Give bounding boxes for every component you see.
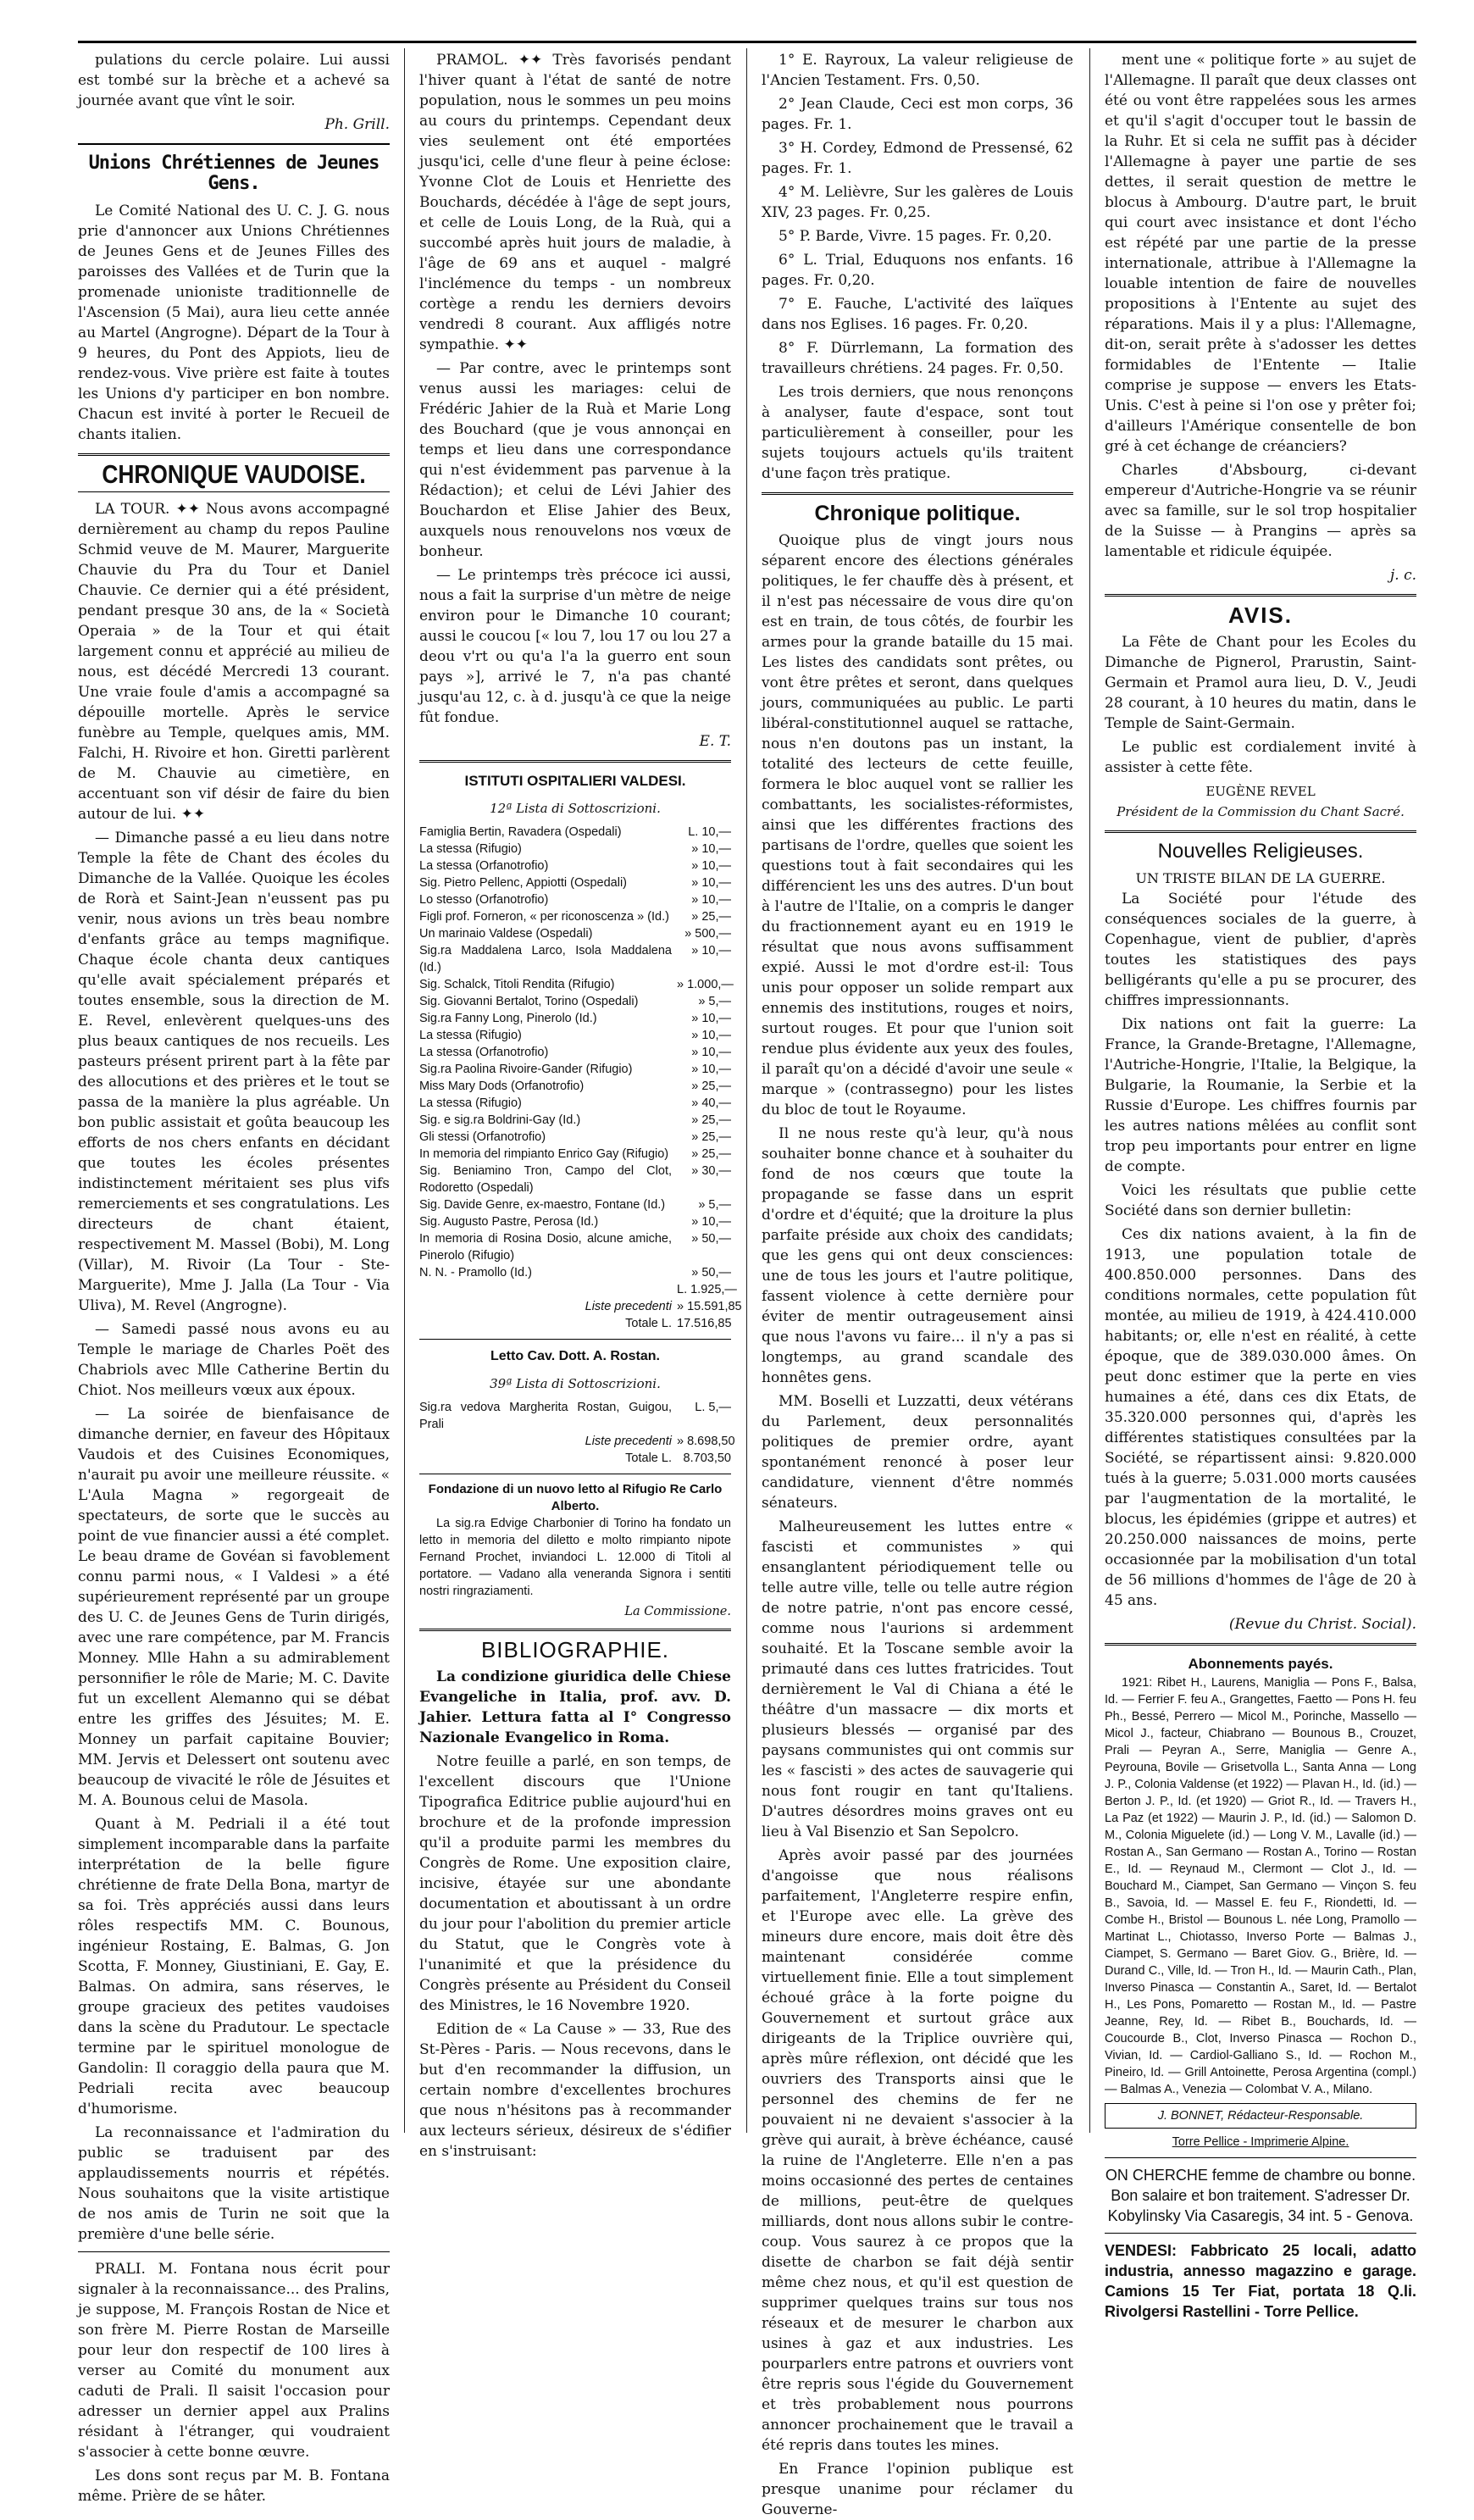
donation-row [419,1095,731,1112]
donation-label: Sig.ra Maddalena Larco, Isola Maddalena (Id.) [419,944,672,974]
donation-amount: L. 10,— [688,825,731,839]
column-rule [404,48,405,2133]
donation-amount: » 30,— [691,1164,731,1178]
pramol-signature: E. T. [699,733,731,750]
avis-paragraph: Le public est cordialement invité à assister à cette fête. [1105,739,1416,776]
nr-paragraph: Dix nations ont fait la guerre: La France, la Grande-Bretagne, l'Allemagne, l'Autriche-Hongrie, l'Italie, la Belgique, la Bulgarie, la Roumanie, la Serbie et la Russie d'Europe. Les chiffres fournis par les autres nations mêlées au conflit sont trop peu importants pour entrer en ligne de compte. [1105,1016,1416,1175]
donation-row [419,1230,731,1264]
donation-amount: » 25,— [691,1080,731,1093]
newspaper-page [78,41,1416,2518]
donation-label: Sig. e sig.ra Boldrini-Gay (Id.) [419,1113,581,1127]
column-rule [746,48,747,2133]
prali-paragraph: PRALI. M. Fontana nous écrit pour signaler à la reconnaissance... des Pralins, je suppose, M. François Rostan de Nice et son frère M. Pierre Rostan de Marseille pour leur don respectif de 100 lires à verser au Comité du monument aux caduti de Prali. Il saisit l'occasion pour adresser un dernier appel aux Pralins résidant à l'étranger, qui voudraient s'associer à cette bonne œuvre. [78,2261,390,2461]
nouvelles-religieuses-heading: Nouvelles Religieuses. [1157,840,1364,863]
donation-row [419,908,731,925]
fondazione-signature: La Commissione. [624,1605,731,1618]
cv-paragraph: La reconnaissance et l'admiration du public se traduisent par des applaudissements nourris et répétés. Nous souhaitons que la visite artistique de nos amis de Turin ne soit que la première d'une belle série. [78,2124,390,2243]
book-item: 3° H. Cordey, Edmond de Pressensé, 62 pages. Fr. 1. [762,140,1073,177]
donations-total: 17.516,85 [677,1317,732,1330]
intro-signature: Ph. Grill. [324,116,390,133]
avis-heading: AVIS. [1228,602,1293,628]
politique-continuation: ment une « politique forte » au sujet de l'Allemagne. Il paraît que deux classes ont été ou vont être rappelées sous les armes et qu'il s'agit d'occuper tout le bassin de la Ruhr. Et si cela ne suffit pas à décider l'Allemagne à payer une partie de ses dettes, il serait question de mettre le blocus à Ambourg. D'autre part, le bruit qui court avec insistance et dont l'écho est répété par une partie de la presse internationale, attribue à l'Allemagne la louable intention de faire de nouvelles propositions à l'Entente au sujet des réparations. Mais il y a plus: l'Allemagne, dit-on, serait prête à s'adosser les dettes formidables de l'Entente — Italie comprise je suppose — envers les Etats-Unis. C'est à peine si l'on ose y prêter foi; d'ailleurs l'Amérique consentelle de bon gré à cet échange de créanciers? [1105,52,1416,455]
donation-label: Gli stessi (Orfanotrofio) [419,1130,546,1144]
donations-prev-row [419,1298,742,1315]
donation-label: Sig.ra Paolina Rivoire-Gander (Rifugio) [419,1063,633,1076]
donation-row [419,1196,731,1213]
divider [78,453,390,456]
avis-signature-title: Président de la Commission du Chant Sacré. [1117,804,1405,819]
fondazione-text: La sig.ra Edvige Charbonier di Torino ha fondato un letto in memoria del diletto e molto rimpianto nipote Fernand Prochet, inviandoci L. 12.000 di Titoli al portatore. — Vadano alla veneranda Signora i sentiti nostri ringraziamenti. [419,1517,731,1598]
ucjg-text: Le Comité National des U. C. J. G. nous prie d'annoncer aux Unions Chrétiennes de Jeunes Gens et de Jeunes Filles des paroisses des Vallées et de Turin que la promenade unioniste traditionnelle de l'Ascension (5 Mai), aura lieu cette année au Martel (Angrogne). Départ de la Tour à 9 heures, du Pont des Appiots, lieu de rendez-vous. Vive prière est faite à toutes les Unions d'y participer en bon nombre. Chacun est invité à porter le Recueil de chants italien. [78,203,390,443]
nr-signature: (Revue du Christ. Social). [1228,1616,1416,1633]
donation-amount: » 50,— [691,1232,731,1246]
donation-amount: » 50,— [691,1266,731,1279]
donation-amount: » 500,— [684,927,731,941]
charles-signature: j. c. [1389,567,1416,584]
divider [1105,2233,1416,2234]
books-list [762,50,1073,379]
donations-total-row [419,1315,731,1332]
rostan-total: 8.703,50 [683,1451,731,1465]
divider [762,492,1073,495]
rostan-row [419,1399,731,1433]
divider [1105,594,1416,597]
donation-row [419,942,731,976]
divider [419,1629,731,1631]
rostan-prev: » 8.698,50 [677,1435,735,1448]
bib-paragraph: Notre feuille a parlé, en son temps, de l'excellent discours que l'Unione Tipografica Editrice publie aujourd'hui en brochure et de la profonde impression qu'il a produite parmi les membres du Congrès de Rome. Une exposition claire, incisive, étayée sur une abondante documentation et aboutissant à un ordre du jour pour l'abolition du premier article du Statut, que le Congrès vote à l'unanimité et que la présidence du Congrès présente au Président du Conseil des Ministres, le 16 Novembre 1920. [419,1753,731,2014]
column-2 [419,50,742,2160]
book-item: 6° L. Trial, Eduquons nos enfants. 16 pages. Fr. 0,20. [762,252,1073,289]
rostan-item: Sig.ra vedova Margherita Rostan, Guigou, Prali [419,1401,672,1431]
divider [419,1339,731,1340]
donation-label: La stessa (Rifugio) [419,1096,522,1110]
cv-paragraph: — Samedi passé nous avons eu au Temple le mariage de Charles Poët des Chabriols avec Mlle Catherine Bertin du Chiot. Nos meilleurs vœux aux époux. [78,1321,390,1399]
donation-row [419,993,731,1010]
cv-paragraph: — Dimanche passé a eu lieu dans notre Temple la fête de Chant des écoles du Dimanche de la Vallée. Quoique les écoles de Rorà et Saint-Jean n'eussent pas pu venir, nous avions un très beau nombre d'enfants grâce au temps magnifique. Chaque école chanta deux cantiques qu'elle avait spécialement préparés et toutes ensemble, sous la direction de M. E. Revel, enlevèrent quelques-uns des plus beaux cantiques de nos recueils. Les pasteurs présent prirent part à la fête par des allocutions et des prières et le tout se passa de la manière la plus agréable. Un bon public assistait et goûta beaucoup les efforts de nos chers enfants en décidant que toutes les écoles présentes indistinctement méritaient ses plus vifs remerciements et ses congratulations. Les directeurs de chant étaient, respectivement M. Massel (Bobi), M. Long (Villar), M. Rivoir (La Tour - Ste-Marguerite), Mme J. Jalla (La Tour - Via Uliva), M. Revel (Angrogne). [78,830,390,1314]
donation-row [419,874,731,891]
abonnements-heading: Abonnements payés. [1188,1656,1333,1672]
bib-book: La condizione giuridica delle Chiese Evangeliche in Italia, prof. avv. D. Jahier. Lettura fatta al I° Congresso Nazionale Evangelico in Roma. [419,1668,731,1746]
donation-amount: » 25,— [691,910,731,924]
rostan-prev-label: Liste precedenti [585,1435,672,1448]
donation-row [419,925,731,942]
donation-label: La stessa (Rifugio) [419,1029,522,1042]
donations-prev-label: Liste precedenti [585,1300,672,1313]
donation-label: Sig. Augusto Pastre, Perosa (Id.) [419,1215,599,1229]
donation-amount: » 10,— [691,1063,731,1076]
book-item: 4° M. Lelièvre, Sur les galères de Louis XIV, 23 pages. Fr. 0,25. [762,184,1073,221]
donation-label: Miss Mary Dods (Orfanotrofio) [419,1080,585,1093]
column-rule [1089,48,1090,2133]
donation-label: Un marinaio Valdese (Ospedali) [419,927,593,941]
donation-amount: » 10,— [691,859,731,873]
donations-prev: » 15.591,85 [677,1300,742,1313]
istituti-subheading: 12ª Lista di Sottoscrizioni. [490,801,661,816]
pramol-paragraph: — Par contre, avec le printemps sont venus aussi les mariages: celui de Frédéric Jahier de la Ruà et Marie Long des Bouchard (que je vous annonçai en temps et lieu dans une correspondance qui n'est évidemment pas parvenue à la Rédaction); et celui de Lévi Jahier des Bouchardon et Elise Jahier des Beux, auxquels nous renouvelons nos vœux de bonheur. [419,360,731,560]
nr-paragraph: Ces dix nations avaient, à la fin de 1913, une population totale de 400.850.000 personnes. Dans des conditions normales, cette population fût montée, au milieu de 1919, à 424.410.000 habitants; or, elle n'est en réalité, à cette époque, que de 389.030.000 âmes. On peut donc estimer que la perte en vies humaines a été, dans ces dix Etats, de 35.320.000 personnes qui, d'après les différentes statistiques consultées par la Société, se répartissent ainsi: 9.820.000 tués à la guerre; 5.031.000 morts causées par l'augmentation de la mortalité, le blocus, les épidémies (grippe et autres) et 20.250.000 naissances de moins, perte occasionnée par la mobilisation d'un total de 56 millions d'hommes de l'âge de 20 à 45 ans. [1105,1226,1416,1609]
rostan-subheading: 39ª Lista di Sottoscrizioni. [490,1376,661,1391]
donation-label: Sig. Giovanni Bertalot, Torino (Ospedali) [419,995,639,1008]
cp-paragraph: Il ne nous reste qu'à leur, qu'à nous souhaiter bonne chance et à souhaiter du fond de nos cœurs que toute la propagande se fasse dans un esprit d'ordre et d'équité; que la droiture la plus parfaite préside aux choix des candidats; que les gens qui ont deux consciences: une de tous les jours et l'autre politique, fassent violence à cette dernière pour éviter de mentir outrageusement ainsi que nous l'avons vu faire... il n'y a pas si longtemps, au grand scandale des honnêtes gens. [762,1125,1073,1386]
donation-row [419,1044,731,1061]
donations-list [419,824,734,1281]
bibliographie-heading: BIBLIOGRAPHIE. [480,1637,670,1662]
donation-row [419,1264,731,1281]
intro-text: pulations du cercle polaire. Lui aussi est tombé sur la brèche et a achevé sa journée avant que vînt le soir. [78,52,390,109]
donation-label: Sig.ra Fanny Long, Pinerolo (Id.) [419,1012,597,1025]
donation-label: In memoria di Rosina Dosio, alcune amiche, Pinerolo (Rifugio) [419,1232,672,1263]
avis-signature-name: EUGÈNE REVEL [1205,784,1316,799]
donation-row [419,1163,731,1196]
donation-amount: » 40,— [691,1096,731,1110]
donation-row [419,891,731,908]
books-end: Les trois derniers, que nous renonçons à analyser, faute d'espace, sont tout particulièrement à conseiller, pour les sujets toujours actuels qu'ils traitent d'une façon très pratique. [762,384,1073,482]
rostan-heading: Letto Cav. Dott. A. Rostan. [490,1349,660,1363]
book-item: 8° F. Dürrlemann, La formation des travailleurs chrétiens. 24 pages. Fr. 0,50. [762,340,1073,377]
pramol-paragraph: PRAMOL. ✦✦ Très favorisés pendant l'hiver quant à l'état de santé de notre population, nous le sommes un peu moins au cours du printemps. Cependant deux vies seulement ont été emportées jusqu'ici, celle d'une fleur à peine éclose: Yvonne Clot de Louis et Henriette des Bouchards, décédée à l'âge de sept jours, et celle de Louis Long, de la Ruà, qui a succombé après huit jours de maladie, à l'âge de 69 ans et auquel - malgré l'inclémence du temps - un nombreux cortège a rendu les derniers devoirs vendredi 8 courant. Aux affligés notre sympathie. ✦✦ [419,52,731,353]
cp-paragraph: Quoique plus de vingt jours nous séparent encore des élections générales politiques, le fer chauffe dès à présent, et il n'est pas nécessaire de vous dire qu'on est en train, de tous côtés, de fourbir les armes pour la grande bataille du 15 mai. Les listes des candidats sont prêtes, ou vont être prêtes et seront, dans quelques jours, communiquées au public. Le parti libéral-constitutionnel auquel se rattache, nous n'en doutons pas un instant, la totalité des lecteurs de cette feuille, formera le bloc auquel vont se rallier les combattants, les socialistes-réformistes, ainsi que les différentes fractions des partisans de l'ordre, quelles que soient les questions tout à fait secondaires qui les différencient les uns des autres. D'un bout à l'autre de l'Italie, on a compris le danger du fractionnement ayant eu en 1919 le résultat que nous avons suffisamment expié. Aussi le mot d'ordre est-il: Tous unis pour opposer un solide rempart aux ennemis des institutions, rouges et noirs, surtout rouges. Et pour que l'union soit rendue plus évidente aux yeux des foules, il paraît qu'on a décidé d'avoir une seule « marque » (contrassegno) pour les listes du bloc de tout le Royaume. [762,532,1073,1118]
donation-row [419,1010,731,1027]
divider [419,760,731,763]
donation-row [419,1061,731,1078]
bib-paragraph: Edition de « La Cause » — 33, Rue des St-Pères - Paris. — Nous recevons, dans le but d'en recommander la diffusion, un certain nombre d'excellentes brochures que nous n'hésitons pas à recommander aux lecteurs sérieux, désireux de s'édifier en s'instruisant: [419,2021,731,2160]
redacteur-box: J. BONNET, Rédacteur-Responsable. [1105,2103,1416,2129]
book-item: 2° Jean Claude, Ceci est mon corps, 36 pages. Fr. 1. [762,96,1073,133]
donation-row [419,858,731,874]
ad-vendesi: VENDESI: Fabbricato 25 locali, adatto industria, annesso magazzino e garage. Camions 15 Ter Fiat, portata 18 Q.li. Rivolgersi Rastellini - Torre Pellice. [1105,2242,1416,2320]
prali-end: Les dons sont reçus par M. B. Fontana même. Prière de se hâter. [78,2467,390,2505]
rostan-amount: L. 5,— [695,1401,731,1414]
divider [1105,1643,1416,1646]
donation-label: La stessa (Rifugio) [419,842,522,856]
donation-label: Sig. Pietro Pellenc, Appiotti (Ospedali) [419,876,628,890]
pramol-paragraph: — Le printemps très précoce ici aussi, nous a fait la surprise d'un mètre de neige environ pour le Dimanche 10 courant; aussi le coucou [« lou 7, lou 17 ou lou 27 a deou v'rt ou qu'a l'a la guerro ent soun pays »], arrivé le 7, n'a pas chanté jusqu'au 12, c. à d. jusqu'à ce que la neige fût fondue. [419,567,732,726]
donation-amount: » 25,— [691,1130,731,1144]
donation-amount: » 25,— [691,1147,731,1161]
donation-row [419,976,734,993]
cv-paragraph: — La soirée de bienfaisance de dimanche dernier, en faveur des Hôpitaux Vaudois et des Cuisines Economiques, n'aurait pu avoir une meilleure réussite. « L'Aula Magna » regorgeait de spectateurs, de sorte que le succès au point de vue financier aussi a été complet. Le beau drame de Govéan si favoblement connu parmi nous, « I Valdesi » a été supérieurement représenté par un groupe des U. C. de Jeunes Gens de Turin dirigés, avec une rare compétence, par M. Francis Monney. Mlle Hahn a su admirablement personnifier le rôle de Marie; M. C. Davite fut un excellent Alemanno qui se débat entre les griffes des Jésuites; M. E. Monney un parfait capitaine Bouvier; MM. Jervis et Delessert ont soutenu avec beaucoup de vivacité le rôle de Jésuites et M. A. Bounous celui de Masola. [78,1406,390,1809]
donation-label: La stessa (Orfanotrofio) [419,1046,549,1059]
column-1 [78,50,390,2505]
divider [78,491,390,492]
divider [78,2251,390,2252]
rostan-total-row [419,1450,731,1467]
donation-amount: » 10,— [691,1029,731,1042]
rostan-total-label: Totale L. [625,1451,672,1465]
column-3 [762,50,1073,2518]
donation-label: In memoria del rimpianto Enrico Gay (Rifugio) [419,1147,669,1161]
charles-paragraph: Charles d'Absbourg, ci-devant empereur d'Autriche-Hongrie va se réunir avec sa famille, sur le sol trop hospitalier de la Suisse — à Prangins — après sa lamentable et ridicule équipée. [1105,462,1416,560]
ad-on-cherche: ON CHERCHE femme de chambre ou bonne. Bon salaire et bon traitement. S'adresser Dr. Kobylinsky Via Casaregis, 34 int. 5 - Genova. [1105,2167,1416,2224]
donations-total-label: Totale L. [625,1317,672,1330]
ucjg-heading: Unions Chrétiennes de Jeunes Gens. [88,153,380,194]
donation-row [419,1129,731,1146]
column-4 [1105,50,1416,2320]
cv-paragraph: Quant à M. Pedriali il a été tout simplement incomparable dans la parfaite interprétation de la belle figure chrétienne de frate Della Bona, martyr de sa foi. Très appréciés aussi dans leurs rôles respectifs MM. C. Bounous, ingénieur Rostaing, E. Balmas, G. Jon Scotta, F. Monney, Giustiniani, E. Gay, E. Balmas. On admira, sans réserves, le groupe gracieux des petites vaudoises dans la scène du Pradutour. Le spectacle termine par le spirituel monologue de Gandolin: Il coraggio della paura que M. Pedriali recita avec beaucoup d'humorisme. [78,1816,390,2118]
donation-amount: » 10,— [691,1215,731,1229]
avis-paragraph: La Fête de Chant pour les Ecoles du Dimanche de Pignerol, Prarustin, Saint-Germain et Pramol aura lieu, D. V., Jeudi 28 courant, à 10 heures du matin, dans le Temple de Saint-Germain. [1105,634,1416,732]
donation-row [419,1146,731,1163]
donation-label: N. N. - Pramollo (Id.) [419,1266,532,1279]
cp-paragraph: Malheureusement les luttes entre « fascisti et communistes » qui ensanglantent périodiquement telle ou telle autre ville, telle ou telle autre région de notre patrie, n'ont pas encore cessé, comme nous l'aurions si ardemment souhaité. Et la Toscane semble avoir la primauté dans ces luttes fratricides. Tout dernièrement le Val di Chiana a été le théâtre d'un massacre — dix morts et plusieurs blessés — organisé par des paysans communistes qui ont commis sur les « fascisti » des actes de sauvagerie qui nous font rougir en tant qu'Italiens. D'autres désordres moins graves ont eu lieu à Val Bisenzio et San Sepolcro. [762,1518,1073,1840]
cv-paragraph: LA TOUR. ✦✦ Nous avons accompagné dernièrement au champ du repos Pauline Schmid veuve de M. Maurer, Marguerite Chauvie du Pra du Tour et Daniel Chauvie. Ce dernier qui a été président, pendant presque 30 ans, de la « Società Operaia » de la Tour et qui était largement connu et apprécié au milieu de nous, est décédé Mercredi 13 courant. Une vraie foule d'amis a accompagné sa dépouille mortelle. Après le service funèbre au Temple, quelques amis, MM. Falchi, H. Rivoire et hon. Giretti parlèrent de M. Chauvie au cimetière, en accentuant son vif désir de faire du bien autour de lui. ✦✦ [78,501,390,823]
donation-label: Sig. Schalck, Titoli Rendita (Rifugio) [419,978,615,991]
donation-row [419,841,731,858]
nr-paragraph: La Société pour l'étude des conséquences sociales de la guerre, à Copenhague, vient de publier, d'après toutes les statistiques des pays belligérants qu'elle a pu se procurer, des chiffres impressionnants. [1105,891,1416,1009]
divider [1105,2157,1416,2158]
book-item: 5° P. Barde, Vivre. 15 pages. Fr. 0,20. [779,228,1052,245]
imprimerie-line: Torre Pellice - Imprimerie Alpine. [1172,2135,1349,2149]
donation-label: La stessa (Orfanotrofio) [419,859,549,873]
donation-label: Lo stesso (Orfanotrofio) [419,893,549,907]
rostan-prev-row [419,1433,735,1450]
donation-amount: » 10,— [691,1012,731,1025]
divider [1105,830,1416,833]
donations-sum-row [419,1281,737,1298]
cp-paragraph: MM. Boselli et Luzzatti, deux vétérans du Parlement, deux personnalités politiques de premier ordre, ayant spontanément renoncé à poser leur candidature, viennent d'être nommés sénateurs. [762,1393,1073,1512]
cp-paragraph: En France l'opinion publique est presque unanime pour réclamer du Gouverne- [762,2461,1073,2518]
donation-amount: » 10,— [691,944,731,957]
donations-sum: L. 1.925,— [677,1283,737,1296]
fondazione-heading: Fondazione di un nuovo letto al Rifugio Re Carlo Alberto. [428,1482,723,1513]
book-item: 7° E. Fauche, L'activité des laïques dans nos Eglises. 16 pages. Fr. 0,20. [762,296,1073,333]
donation-row [419,824,731,841]
book-item: 1° E. Rayroux, La valeur religieuse de l'Ancien Testament. Frs. 0,50. [762,52,1073,89]
donation-amount: » 10,— [691,876,731,890]
donation-label: Famiglia Bertin, Ravadera (Ospedali) [419,825,622,839]
donation-label: Sig. Davide Genre, ex-maestro, Fontane (Id.) [419,1198,666,1212]
donation-amount: » 10,— [691,842,731,856]
donation-amount: » 25,— [691,1113,731,1127]
istituti-heading: ISTITUTI OSPITALIERI VALDESI. [464,773,686,789]
donation-amount: » 10,— [691,893,731,907]
donation-row [419,1078,731,1095]
divider [78,143,390,145]
cp-paragraph: Après avoir passé par des journées d'angoisse que nous réalisons parfaitement, l'Angleterre respire enfin, et l'Europe avec elle. La grève des mineurs dure encore, mais doit être dès maintenant considérée comme virtuellement finie. Elle a tout simplement échoué grâce à la forte poigne du Gouvernement et surtout grâce aux dirigeants de la Triplice ouvrière qui, après mûre réflexion, ont décidé que les ouvriers des Transports ainsi que le personnel des chemins de fer ne pouvaient ni ne devaient s'associer à la grève qui aurait, à brève échéance, causé la ruine de l'Angleterre. Elle n'en a pas moins occasionné des pertes de centaines de millions, peut-être de quelques milliards, dont nous allons subir le contre-coup. Vous saurez à ce propos que la disette de charbon se fait déjà sentir même chez nous, et qu'il est question de supprimer quelques trains sur tous nos réseaux et de mesurer le charbon aux usines à gaz et aux industries. Les pourparlers entre patrons et ouvriers vont être repris sous l'égide du Gouvernement et très probablement nous pourrons annoncer prochainement que le travail a été repris dans toutes les mines. [762,1847,1073,2454]
donation-amount: » 10,— [691,1046,731,1059]
chronique-vaudoise-heading: CHRONIQUE VAUDOISE. [102,459,366,489]
nr-paragraph: Voici les résultats que publie cette Société dans son dernier bulletin: [1105,1182,1416,1219]
donation-row [419,1213,731,1230]
donation-amount: » 5,— [698,995,731,1008]
abonnements-text: 1921: Ribet H., Laurens, Maniglia — Pons F., Balsa, Id. — Ferrier F. feu A., Grangettes, Faetto — Pons H. feu Ph., Bessé, Perrero — Micol M., Porinche, Massello — Micol J., facteur, Chiabrano — Bounous B., Crouzet, Prali — Peyran A., Serre, Maniglia — Genre A., Peyrouna, Bovile — Grisetvolla L., Santa Anna — Long J. P., Colonia Valdense (et 1922) — Plavan H., Id. (id.) — Berton J. P., Id. (et 1920) — Griot R., Id. — Travers H., La Paz (et 1922) — Maurin J. P., Id. (id.) — Salomon D. M., Colonia Miguelete (id.) — Long V. M., Lavalle (id.) — Rostan A., San Germano — Rostan A., Torino — Rostan E., Id. — Reynaud M., Clermont — Clot J., Id. — Bouchard M., Ciampet, San Germano — Vinçon S. feu B., Savoia, Id. — Massel E. feu F., Riondetti, Id. — Combe H., Bristol — Bounous L. née Long, Pramollo — Martinat L., Chiotasso, Inverso Porte — Balmas J., Ciampet, S. Germano — Baret Giov. G., Brière, Id. — Durand C., Ville, Id. — Tron H., Id. — Maurin Cath., Plan, Inverso Pinasca — Constantin A., Saret, Id. — Bertalot H., Les Pons, Pomaretto — Rostan M., Id. — Pastre Jeanne, Rey, Id. — Ribet B., Bouchards, Id. — Coucourde B., Clot, Inverso Pinasca — Rochon D., Vivian, Id. — Cardiol-Galliano S., Id. — Rochon M., Pineiro, Id. — Grill Antoinette, Perosa Argentina (compl.) — Balmas A., Venezia — Colombat V. A., Milano. [1105,1676,1416,2096]
donation-amount: » 5,— [698,1198,731,1212]
donation-row [419,1027,731,1044]
donation-label: Sig. Beniamino Tron, Campo del Clot, Rodoretto (Ospedali) [419,1164,672,1195]
donation-label: Figli prof. Forneron, « per riconoscenza » (Id.) [419,910,669,924]
donation-row [419,1112,731,1129]
donation-amount: » 1.000,— [677,978,734,991]
chronique-politique-heading: Chronique politique. [814,502,1021,525]
nr-subheading: UN TRISTE BILAN DE LA GUERRE. [1135,870,1386,886]
